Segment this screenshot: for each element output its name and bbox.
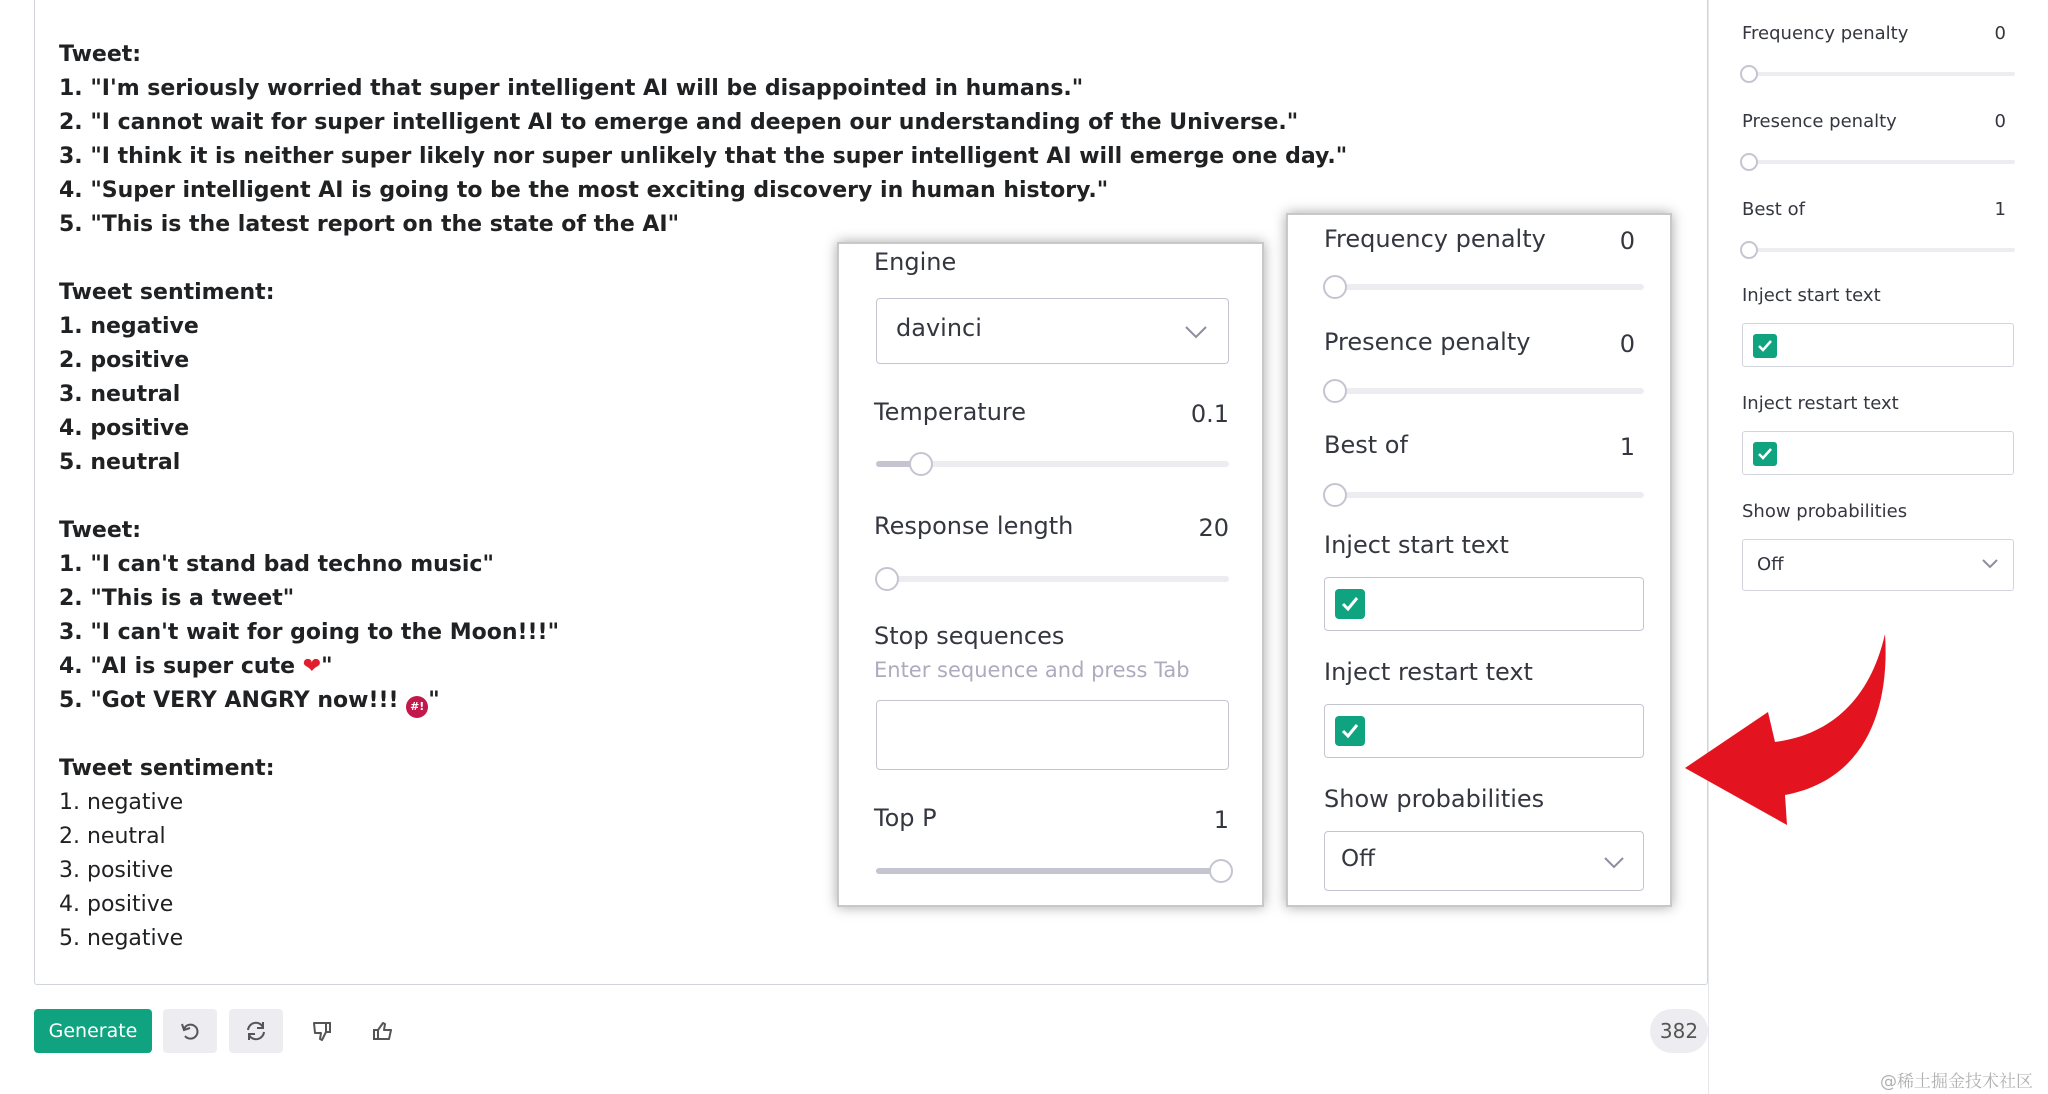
inject-restart-checkbox[interactable] (1335, 716, 1365, 746)
sidebar-inject-start-label: Inject start text (1742, 285, 1881, 306)
inject-start-label: Inject start text (1324, 531, 1509, 559)
stop-sequences-hint: Enter sequence and press Tab (874, 658, 1190, 682)
inject-start-field[interactable] (1324, 577, 1644, 631)
regenerate-icon (244, 1020, 268, 1042)
prompt-line-text: Tweet: (59, 518, 142, 543)
presence-penalty-slider[interactable] (1324, 388, 1644, 394)
response-length-value: 20 (1198, 514, 1229, 542)
inject-restart-field[interactable] (1324, 704, 1644, 758)
sidebar-presence-penalty-slider[interactable] (1741, 160, 2015, 164)
top-p-slider-fill (876, 868, 1219, 874)
token-counter: 382 (1650, 1009, 1708, 1053)
sidebar-show-probabilities-value: Off (1757, 554, 1784, 575)
prompt-line-text: 3. "I can't wait for going to the Moon!!!" (59, 620, 560, 645)
sidebar-best-of-label: Best of (1742, 199, 1805, 220)
sidebar-frequency-penalty-label: Frequency penalty (1742, 23, 1909, 44)
slider-thumb[interactable] (1323, 483, 1347, 507)
undo-icon (179, 1020, 201, 1042)
frequency-penalty-slider[interactable] (1324, 284, 1644, 290)
prompt-line (59, 38, 1209, 72)
engine-value: davinci (896, 314, 982, 342)
red-heart-emoji-icon: ❤ (302, 654, 322, 679)
response-length-slider[interactable] (876, 576, 1229, 582)
presence-penalty-value: 0 (1619, 330, 1635, 358)
frequency-penalty-value: 0 (1619, 227, 1635, 255)
sidebar-best-of-slider[interactable] (1741, 248, 2015, 252)
show-probabilities-label: Show probabilities (1324, 785, 1545, 813)
prompt-line-text: 5. "This is the latest report on the state of the AI" (59, 212, 680, 237)
prompt-line-text: 4. "AI is super cute (59, 654, 303, 679)
prompt-line-text: 5. "Got VERY ANGRY now!!! (59, 688, 407, 713)
inject-start-checkbox[interactable] (1335, 589, 1365, 619)
prompt-line-text: 2. neutral (59, 824, 166, 849)
slider-thumb[interactable] (1323, 275, 1347, 299)
chevron-down-icon (1184, 325, 1208, 339)
sidebar-show-probabilities-label: Show probabilities (1742, 501, 1908, 522)
inject-restart-checkbox[interactable] (1753, 442, 1777, 466)
undo-button[interactable] (163, 1009, 217, 1053)
prompt-line-text: 3. neutral (59, 382, 181, 407)
top-p-slider[interactable] (876, 868, 1229, 874)
prompt-line (59, 140, 1348, 174)
prompt-line-suffix: " (428, 688, 440, 713)
temperature-slider[interactable] (876, 461, 1229, 467)
prompt-line-text: 3. "I think it is neither super likely nor super unlikely that the super intelligent AI will emerge one day." (59, 144, 1348, 169)
prompt-line-text: 3. positive (59, 858, 174, 883)
response-length-label: Response length (874, 512, 1074, 540)
prompt-line-text: 1. "I'm seriously worried that super intelligent AI will be disappointed in humans." (59, 76, 1084, 101)
prompt-line-text: 4. "Super intelligent AI is going to be the most exciting discovery in human history." (59, 178, 1109, 203)
inject-start-checkbox[interactable] (1753, 334, 1777, 358)
sidebar-inject-restart-label: Inject restart text (1742, 393, 1899, 414)
sidebar-inject-start-field[interactable] (1742, 323, 2014, 367)
prompt-line (59, 174, 1209, 208)
sidebar-best-of-value: 1 (1994, 199, 2006, 220)
engine-label: Engine (874, 248, 957, 276)
prompt-line-text: Tweet: (59, 42, 142, 67)
slider-thumb[interactable] (1740, 153, 1758, 171)
slider-thumb[interactable] (875, 567, 899, 591)
prompt-line-text: 5. negative (59, 926, 184, 951)
red-arrow-graphic (1680, 630, 1900, 830)
prompt-line (59, 208, 1209, 242)
slider-thumb[interactable] (1209, 859, 1233, 883)
thumbs-up-button[interactable] (364, 1014, 400, 1048)
best-of-value: 1 (1619, 433, 1635, 461)
prompt-line-text: 1. "I can't stand bad techno music" (59, 552, 494, 577)
prompt-line-text: 5. neutral (59, 450, 181, 475)
slider-thumb[interactable] (909, 452, 933, 476)
show-probabilities-select[interactable] (1324, 831, 1644, 891)
prompt-line-text: 4. positive (59, 416, 190, 441)
engine-select[interactable] (876, 298, 1229, 364)
thumbs-down-button[interactable] (304, 1014, 340, 1048)
thumbs-up-icon (371, 1020, 393, 1042)
check-icon (1340, 594, 1360, 614)
thumbs-down-icon (311, 1020, 333, 1042)
stop-sequences-input[interactable] (876, 700, 1229, 770)
frequency-penalty-label: Frequency penalty (1324, 225, 1546, 253)
chevron-down-icon (1981, 558, 1999, 570)
zoomed-engine-panel (837, 242, 1264, 907)
slider-thumb[interactable] (1740, 241, 1758, 259)
generate-button[interactable]: Generate (34, 1009, 152, 1053)
prompt-line-text: 1. negative (59, 790, 184, 815)
regenerate-button[interactable] (229, 1009, 283, 1053)
best-of-label: Best of (1324, 431, 1408, 459)
temperature-value: 0.1 (1190, 400, 1229, 428)
prompt-line (59, 106, 1299, 140)
show-probabilities-value: Off (1341, 846, 1375, 872)
sidebar-frequency-penalty-slider[interactable] (1741, 72, 2015, 76)
watermark: @稀土掘金技术社区 (1880, 1072, 2033, 1092)
prompt-line-text: 2. "I cannot wait for super intelligent AI to emerge and deepen our understanding of the Universe." (59, 110, 1299, 135)
prompt-line-text: 1. negative (59, 314, 199, 339)
check-icon (1757, 338, 1773, 354)
check-icon (1757, 446, 1773, 462)
best-of-slider[interactable] (1324, 492, 1644, 498)
slider-thumb[interactable] (1323, 379, 1347, 403)
prompt-line-text: Tweet sentiment: (59, 280, 275, 305)
presence-penalty-label: Presence penalty (1324, 328, 1531, 356)
prompt-line-suffix: " (321, 654, 333, 679)
prompt-line (59, 922, 1209, 956)
temperature-label: Temperature (874, 398, 1027, 426)
sidebar-presence-penalty-value: 0 (1994, 111, 2006, 132)
sidebar-show-probabilities-select[interactable] (1742, 539, 2014, 591)
check-icon (1340, 721, 1360, 741)
sidebar-frequency-penalty-value: 0 (1994, 23, 2006, 44)
prompt-line-text: 2. positive (59, 348, 190, 373)
sidebar-inject-restart-field[interactable] (1742, 431, 2014, 475)
prompt-line (59, 72, 1209, 106)
top-p-value: 1 (1213, 806, 1229, 834)
sidebar-presence-penalty-label: Presence penalty (1742, 111, 1897, 132)
angry-face-emoji-icon: #! (406, 696, 428, 718)
inject-restart-label: Inject restart text (1324, 658, 1533, 686)
prompt-line-text: Tweet sentiment: (59, 756, 275, 781)
zoomed-settings-panel (1286, 213, 1672, 907)
slider-thumb[interactable] (1740, 65, 1758, 83)
chevron-down-icon (1603, 856, 1625, 870)
prompt-line-text: 4. positive (59, 892, 174, 917)
stop-sequences-label: Stop sequences (874, 622, 1065, 650)
top-p-label: Top P (874, 804, 937, 832)
prompt-line-text: 2. "This is a tweet" (59, 586, 295, 611)
